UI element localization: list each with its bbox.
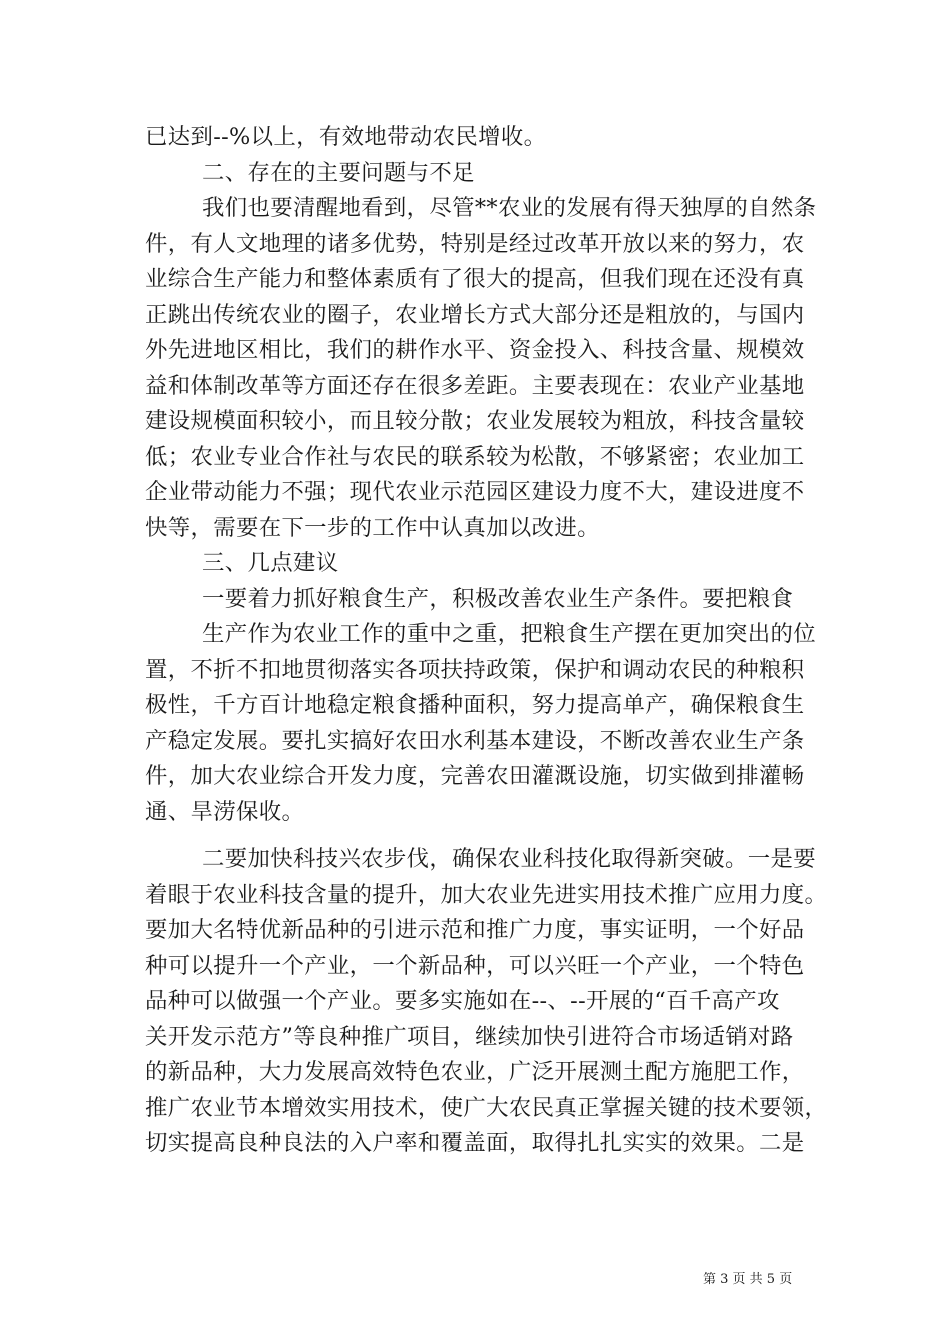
paragraph-gap	[145, 830, 815, 842]
text-line: 三、几点建议	[202, 550, 339, 576]
text-line: 产稳定发展。要扎实搞好农田水利基本建设，不断改善农业生产条	[145, 727, 805, 754]
text-line: 着眼于农业科技含量的提升，加大农业先进实用技术推广应用力度。	[145, 881, 828, 908]
text-line: 的新品种，大力发展高效特色农业，广泛开展测土配方施肥工作，	[145, 1059, 805, 1085]
document-body	[145, 120, 828, 1162]
text-block-upper	[145, 120, 815, 830]
text-line: 二、存在的主要问题与不足	[202, 159, 475, 186]
text-block-lower	[145, 842, 828, 1162]
text-line: 一要着力抓好粮食生产，积极改善农业生产条件。要把粮食	[202, 585, 794, 612]
text-line: 要加大名特优新品种的引进示范和推广力度，事实证明，一个好品	[145, 917, 805, 943]
text-line: 快等，需要在下一步的工作中认真加以改进。	[145, 514, 600, 541]
page-number-footer: 第 3 页 共 5 页	[703, 1272, 793, 1287]
text-line: 建设规模面积较小，而且较分散；农业发展较为粗放，科技含量较	[145, 408, 805, 434]
text-line: 种可以提升一个产业，一个新品种，可以兴旺一个产业，一个特色	[145, 952, 805, 979]
text-line: 已达到--%以上，有效地带动农民增收。	[145, 124, 547, 150]
text-line: 推广农业节本增效实用技术，使广大农民真正掌握关键的技术要领，	[145, 1094, 828, 1121]
text-line: 件，有人文地理的诸多优势，特别是经过改革开放以来的努力，农	[145, 230, 805, 257]
text-line: 置，不折不扣地贯彻落实各项扶持政策，保护和调动农民的种粮积	[145, 656, 805, 683]
text-line: 极性，千方百计地稳定粮食播种面积，努力提高单产，确保粮食生	[145, 692, 805, 718]
text-line: 品种可以做强一个产业。要多实施如在--、--开展的“百千高产攻	[145, 988, 780, 1014]
text-line: 外先进地区相比，我们的耕作水平、资金投入、科技含量、规模效	[145, 337, 805, 363]
text-line: 业综合生产能力和整体素质有了很大的提高，但我们现在还没有真	[145, 266, 805, 292]
text-line: 生产作为农业工作的重中之重，把粮食生产摆在更加突出的位	[202, 621, 816, 647]
text-line: 件，加大农业综合开发力度，完善农田灌溉设施，切实做到排灌畅	[145, 763, 805, 789]
text-line: 二要加快科技兴农步伐，确保农业科技化取得新突破。一是要	[202, 846, 816, 872]
text-line: 我们也要清醒地看到，尽管**农业的发展有得天独厚的自然条	[202, 195, 817, 221]
text-line: 企业带动能力不强；现代农业示范园区建设力度不大，建设进度不	[145, 479, 805, 505]
text-line: 正跳出传统农业的圈子，农业增长方式大部分还是粗放的，与国内	[145, 301, 805, 328]
text-line: 关开发示范方”等良种推广项目，继续加快引进符合市场适销对路	[145, 1023, 794, 1050]
text-line: 通、旱涝保收。	[145, 798, 305, 825]
text-line: 益和体制改革等方面还存在很多差距。主要表现在：农业产业基地	[145, 372, 805, 399]
text-line: 低；农业专业合作社与农民的联系较为松散，不够紧密；农业加工	[145, 443, 805, 470]
text-line: 切实提高良种良法的入户率和覆盖面，取得扎扎实实的效果。二是	[145, 1130, 805, 1156]
